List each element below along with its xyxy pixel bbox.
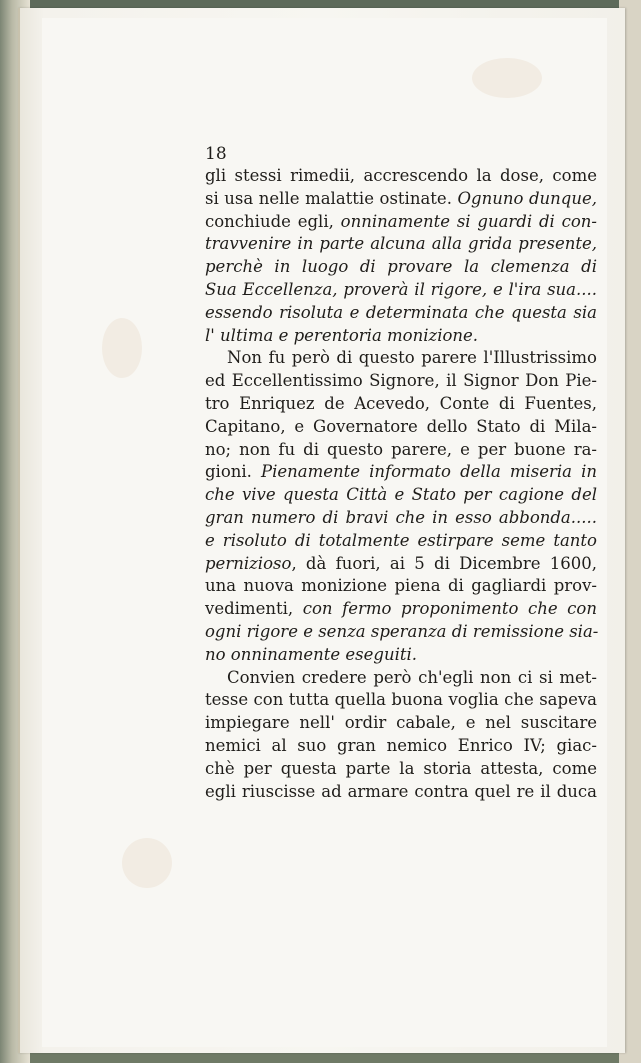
italic-text: essendo risoluta e determinata che questa sia: [205, 302, 597, 322]
text-line: [205, 712, 597, 735]
italic-text: gran numero di bravi che in esso abbonda.....: [205, 507, 597, 527]
italic-text: pernizioso: [205, 553, 292, 573]
italic-text: Ognuno dunque,: [457, 188, 597, 208]
roman-text: , dà fuori, ai 5 di Dicembre 1600,: [291, 553, 597, 573]
text-lines: [205, 165, 597, 803]
text-line: [205, 598, 597, 621]
roman-text: Capitano, e Governatore dello Stato di Mila-: [205, 416, 597, 436]
text-line: [205, 667, 597, 690]
italic-text: Sua Eccellenza, proverà il rigore, e l'ira sua....: [205, 279, 597, 299]
text-line: [205, 233, 597, 256]
roman-text: conchiude egli,: [205, 211, 341, 231]
text-line: [205, 188, 597, 211]
page-number: 18: [205, 144, 227, 164]
roman-text: Convien credere però ch'egli non ci si met-: [227, 667, 597, 687]
roman-text: impiegare nell' ordir cabale, e nel suscitare: [205, 713, 597, 733]
roman-text: chè per questa parte la storia attesta, come: [205, 758, 597, 778]
text-line: [205, 347, 597, 370]
text-line: [205, 279, 597, 302]
italic-text: l' ultima e perentoria monizione.: [205, 325, 479, 345]
roman-text: ed Eccellentissimo Signore, il Signor Don Pie-: [205, 371, 597, 391]
italic-text: perchè in luogo di provare la clemenza di: [205, 257, 597, 277]
roman-text: si usa nelle malattie ostinate.: [205, 188, 458, 208]
text-line: [205, 416, 597, 439]
paper-stain: [102, 318, 142, 378]
roman-text: Non fu però di questo parere l'Illustrissimo: [227, 348, 597, 368]
italic-text: e risoluto di totalmente estirpare seme tanto: [205, 530, 597, 550]
italic-text: travvenire in parte alcuna alla grida presente,: [205, 234, 597, 254]
text-line: [205, 461, 597, 484]
text-line: [205, 393, 597, 416]
text-line: [205, 302, 597, 325]
text-line: [205, 256, 597, 279]
paper-stain: [472, 58, 542, 98]
text-line: [205, 644, 597, 667]
roman-text: gioni.: [205, 462, 261, 482]
italic-text: onninamente si guardi di con-: [340, 211, 597, 231]
text-line: [205, 484, 597, 507]
italic-text: con fermo proponimento che con: [302, 599, 597, 619]
italic-text: ogni rigore e senza speranza di remissione sia-: [205, 621, 599, 641]
text-line: [205, 553, 597, 576]
text-line: [205, 325, 597, 348]
text-line: [205, 370, 597, 393]
italic-text: no onninamente eseguiti.: [205, 644, 418, 664]
text-line: [205, 781, 597, 804]
text-line: [205, 689, 597, 712]
text-line: [205, 507, 597, 530]
italic-text: che vive questa Città e Stato per cagione del: [205, 485, 597, 505]
roman-text: una nuova monizione piena di gagliardi prov-: [205, 576, 597, 596]
roman-text: vedimenti,: [205, 599, 303, 619]
roman-text: egli riuscisse ad armare contra quel re il duca: [205, 781, 597, 801]
roman-text: tesse con tutta quella buona voglia che sapeva: [205, 690, 597, 710]
roman-text: gli stessi rimedii, accrescendo la dose, come: [205, 166, 597, 185]
text-line: [205, 165, 597, 188]
roman-text: no; non fu di questo parere, e per buone ra-: [205, 439, 597, 459]
text-line: [205, 758, 597, 781]
italic-text: Pienamente informato della miseria in: [261, 462, 597, 482]
page-text: [205, 143, 597, 803]
text-line: [205, 530, 597, 553]
paper-stain: [122, 838, 172, 888]
text-line: [205, 621, 597, 644]
text-line: [205, 211, 597, 234]
roman-text: nemici al suo gran nemico Enrico IV; giac-: [205, 735, 597, 755]
text-line: [205, 575, 597, 598]
text-line: [205, 439, 597, 462]
text-line: [205, 735, 597, 758]
roman-text: tro Enriquez de Acevedo, Conte di Fuentes,: [205, 393, 597, 413]
